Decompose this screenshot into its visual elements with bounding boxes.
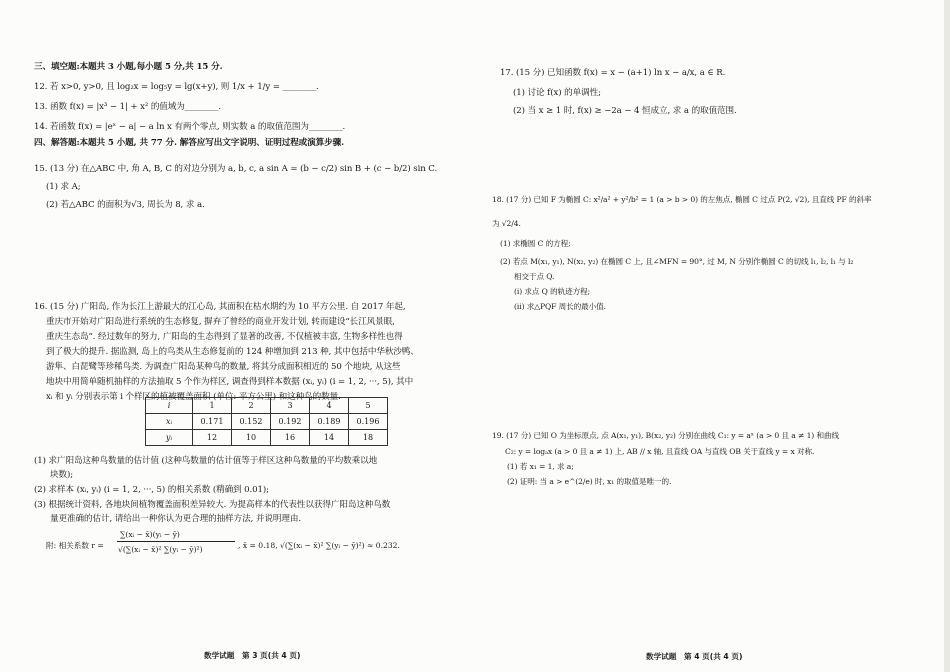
question-16-line-2: 重庆市开始对广阳岛进行系统的生态修复, 摒弃了曾经的商业开发计划, 转而建设“长江风景眼, <box>46 317 395 327</box>
table-cell: 0.192 <box>271 414 310 430</box>
question-14: 14. 若函数 f(x) = |eˣ − a| − a ln x 有两个零点, 则实数 a 的取值范围为________. <box>34 122 346 132</box>
question-18-stem: 18. (17 分) 已知 F 为椭圆 C: x²/a² + y²/b² = 1 (a > b > 0) 的左焦点, 椭圆 C 过点 P(2, √2), 且直线 PF 的斜率 <box>492 195 872 204</box>
section-4-title: 四、解答题:本题共 5 小题, 共 77 分. 解答应写出文字说明、证明过程或演算步骤. <box>34 138 345 148</box>
question-13: 13. 函数 f(x) = |x³ − 1| + x² 的值域为________. <box>34 102 221 112</box>
table-cell: 3 <box>271 398 310 414</box>
question-17-part-2: (2) 当 x ≥ 1 时, f(x) ≥ −2a − 4 恒成立, 求 a 的取值范围. <box>513 106 737 116</box>
table-cell: i <box>146 398 193 414</box>
question-18-stem-cont: 为 √2/4. <box>492 219 521 228</box>
question-16-part-1-cont: 块数); <box>50 470 74 480</box>
fraction-bar <box>117 541 235 542</box>
table-row <box>146 398 388 414</box>
table-cell: xᵢ <box>146 414 193 430</box>
table-cell: 18 <box>349 430 388 446</box>
table-cell: yᵢ <box>146 430 193 446</box>
question-16-line-1: 16. (15 分) 广阳岛, 作为长江上游最大的江心岛, 其面积在枯水期约为 10 平方公里. 自 2017 年起, <box>34 302 406 312</box>
sample-data-table <box>145 397 388 446</box>
scan-border-right <box>944 0 950 672</box>
question-18-part-1: (1) 求椭圆 C 的方程; <box>500 239 571 248</box>
question-17-stem: 17. (15 分) 已知函数 f(x) = x − (a+1) ln x − a/x, a ∈ R. <box>500 68 726 78</box>
question-16-part-3: (3) 根据统计资料, 各地块间植物覆盖面积差异较大. 为提高样本的代表性以获得广阳岛这种鸟数 <box>34 500 391 510</box>
question-16-line-7: xᵢ 和 yᵢ 分别表示第 i 个样区的植被覆盖面积 (单位: 平方公里) 和这种鸟的数量. <box>46 392 341 402</box>
question-16-part-3-cont: 量更准确的估计, 请给出一种你认为更合理的抽样方法, 并说明理由. <box>50 514 301 524</box>
question-18-part-2-ii: (ⅱ) 求△PQF 周长的最小值. <box>514 302 606 311</box>
question-19-part-1: (1) 若 x₁ = 1, 求 a; <box>507 462 574 471</box>
page-4-footer: 数学试题 第 4 页(共 4 页) <box>646 652 743 661</box>
table-cell: 2 <box>232 398 271 414</box>
question-19-stem-cont: C₂: y = logₐx (a > 0 且 a ≠ 1) 上, AB // x 轴, 且直线 OA 与直线 OB 关于直线 y = x 对称. <box>505 447 815 456</box>
table-cell: 0.189 <box>310 414 349 430</box>
question-18-part-2: (2) 若点 M(x₁, y₁), N(x₂, y₂) 在椭圆 C 上, 且∠MFN = 90°, 过 M, N 分别作椭圆 C 的切线 l₁, l₂, l₁ 与 l₂ <box>500 257 854 266</box>
question-16-part-1: (1) 求广阳岛这种鸟数量的估计值 (这种鸟数量的估计值等于样区这种鸟数量的平均数乘以地 <box>34 456 378 466</box>
question-16-line-5: 游隼、白琵鹭等珍稀鸟类. 为调查广阳岛某种鸟的数量, 将其分成面积相近的 50 个地块, 从这些 <box>46 362 401 372</box>
page-3-footer: 数学试题 第 3 页(共 4 页) <box>204 651 301 660</box>
question-18-part-2-i: (ⅰ) 求点 Q 的轨迹方程; <box>514 287 591 296</box>
table-cell: 4 <box>310 398 349 414</box>
question-15-part-2: (2) 若△ABC 的面积为√3, 周长为 8, 求 a. <box>46 200 205 210</box>
question-16-line-6: 地块中用简单随机抽样的方法抽取 5 个作为样区, 调查得到样本数据 (xᵢ, yᵢ) (i = 1, 2, ···, 5), 其中 <box>46 377 414 387</box>
correlation-formula-values: , x̄ = 0.18, √(∑(xᵢ − x̄)² ∑(yᵢ − ȳ)²) ≈ 0.232. <box>238 541 400 550</box>
table-cell: 16 <box>271 430 310 446</box>
correlation-formula-numerator: ∑(xᵢ − x̄)(yᵢ − ȳ) <box>120 530 180 539</box>
question-15-stem: 15. (13 分) 在△ABC 中, 角 A, B, C 的对边分别为 a, b, c, a sin A = (b − c/2) sin B + (c − b/2) sin C. <box>34 164 438 174</box>
table-cell: 10 <box>232 430 271 446</box>
table-cell: 0.196 <box>349 414 388 430</box>
table-cell: 0.152 <box>232 414 271 430</box>
table-cell: 0.171 <box>193 414 232 430</box>
question-15-part-1: (1) 求 A; <box>46 182 81 192</box>
table-row <box>146 430 388 446</box>
table-cell: 5 <box>349 398 388 414</box>
question-16-line-4: 到了极大的提升. 据监测, 岛上的鸟类从生态修复前的 124 种增加到 213 种, 其中包括中华秋沙鸭、 <box>46 347 419 357</box>
question-12: 12. 若 x>0, y>0, 且 log₂x = log₅y = lg(x+y), 则 1/x + 1/y = ________. <box>34 82 319 92</box>
question-16-part-2: (2) 求样本 (xᵢ, yᵢ) (i = 1, 2, ···, 5) 的相关系数 (精确到 0.01); <box>34 485 269 495</box>
table-cell: 14 <box>310 430 349 446</box>
question-18-part-2-cont: 相交于点 Q. <box>514 272 555 281</box>
question-17-part-1: (1) 讨论 f(x) 的单调性; <box>513 88 601 98</box>
table-row <box>146 414 388 430</box>
correlation-formula-denominator: √(∑(xᵢ − x̄)² ∑(yᵢ − ȳ)²) <box>118 545 203 554</box>
question-19-part-2: (2) 证明: 当 a > e^(2/e) 时, x₁ 的取值是唯一的. <box>507 477 672 486</box>
question-16-line-3: 重庆生态岛”. 经过数年的努力, 广阳岛的生态得到了显著的改善, 不仅植被丰富, 生物多样性也得 <box>46 332 403 342</box>
table-cell: 1 <box>193 398 232 414</box>
section-3-title: 三、填空题:本题共 3 小题,每小题 5 分,共 15 分. <box>34 62 223 72</box>
correlation-formula-label: 附: 相关系数 r = <box>46 541 104 550</box>
table-cell: 12 <box>193 430 232 446</box>
question-19-stem: 19. (17 分) 已知 O 为坐标原点, 点 A(x₁, y₁), B(x₂, y₂) 分别在曲线 C₁: y = aˣ (a > 0 且 a ≠ 1) 和曲线 <box>492 431 839 440</box>
